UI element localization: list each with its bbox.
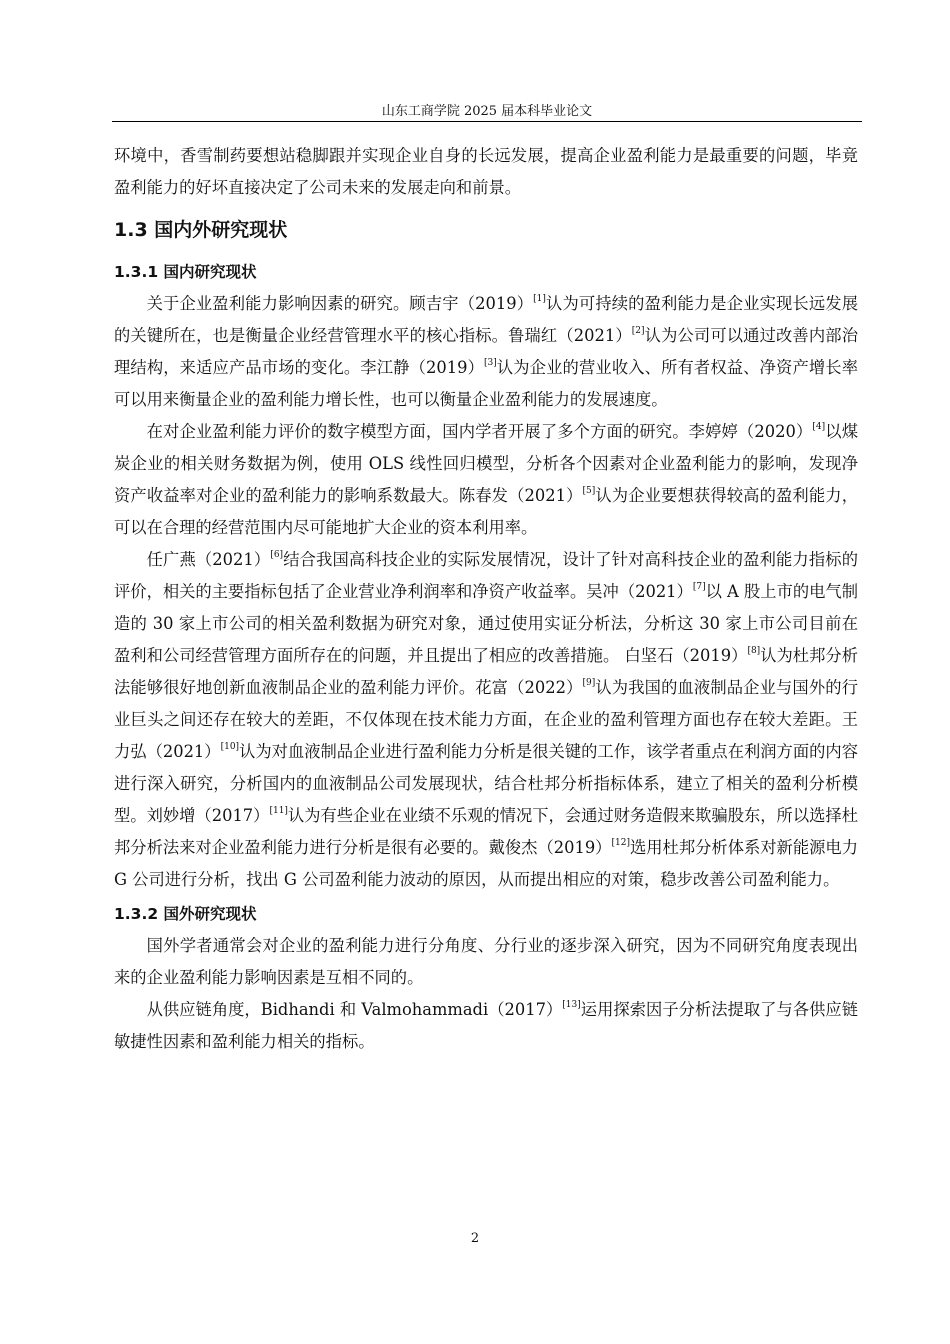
header-rule (112, 121, 862, 122)
text-run: 国外学者通常会对企业的盈利能力进行分角度、分行业的逐步深入研究，因为不同研究角度表现出来的企业盈利能力影响因素是互相不同的。 (114, 936, 858, 987)
citation-ref: [13] (562, 1000, 581, 1010)
citation-ref: [6] (270, 550, 284, 560)
citation-ref: [2] (631, 326, 645, 336)
citation-ref: [3] (483, 358, 497, 368)
text-run: 认为企业的营业收入、所有者权益、净资产增长率可以用来衡量企业的盈利能力增长性，也可以衡量企业盈利能力的发展速度。 (114, 358, 858, 409)
text-run: 从供应链角度，Bidhandi 和 Valmohammadi（2017） (146, 1000, 563, 1019)
citation-ref: [12] (611, 838, 630, 848)
text-run: 认为公司可以通过改善内部治理结构，来适应产品市场的变化。李江静（2019） (114, 326, 858, 377)
subsection-heading-1-3-2: 1.3.2 国外研究现状 (114, 905, 257, 923)
citation-ref: [9] (582, 678, 596, 688)
citation-ref: [1] (533, 294, 546, 304)
text-run: 认为我国的血液制品企业与国外的行业巨头之间还存在较大的差距，不仅体现在技术能力方面，在企业的盈利管理方面也存在较大差距。王力弘（2021） (114, 678, 858, 761)
text-run: 认为有些企业在业绩不乐观的情况下，会通过财务造假来欺骗股东，所以选择杜邦分析法来对企业盈利能力进行分析是很有必要的。戴俊杰（2019） (114, 806, 858, 857)
section-heading-1-3: 1.3 国内外研究现状 (114, 219, 288, 241)
page-body (114, 140, 858, 1058)
subsection-heading-1-3-1: 1.3.1 国内研究现状 (114, 263, 257, 281)
text-run: 认为对血液制品企业进行盈利能力分析是很关键的工作，该学者重点在利润方面的内容进行深入研究，分析国内的血液制品公司发展现状，结合杜邦分析指标体系，建立了相关的盈利分析模型。刘妙增（2017） (114, 742, 858, 825)
citation-ref: [8] (747, 646, 761, 656)
text-run: 以 A 股上市的电气制造的 30 家上市公司的相关盈利数据为研究对象，通过使用实证分析法，分析这 30 家上市公司目前在盈利和公司经营管理方面所存在的问题，并且提出了相应的改善措施。 白坚石（2019） (114, 582, 858, 665)
text-run: 认为企业要想获得较高的盈利能力，可以在合理的经营范围内尽可能地扩大企业的资本利用率。 (114, 486, 858, 537)
page-number: 2 (470, 1231, 480, 1246)
citation-ref: [4] (812, 422, 826, 432)
running-header: 山东工商学院 2025 届本科毕业论文 (381, 104, 593, 119)
paragraph-continued: 环境中，香雪制药要想站稳脚跟并实现企业自身的长远发展，提高企业盈利能力是最重要的问题，毕竟盈利能力的好坏直接决定了公司未来的发展走向和前景。 (114, 146, 858, 197)
citation-ref: [7] (692, 582, 706, 592)
text-run: 认为杜邦分析法能够很好地创新血液制品企业的盈利能力评价。花富（2022） (114, 646, 858, 697)
text-run: 结合我国高科技企业的实际发展情况，设计了针对高科技企业的盈利能力指标的评价，相关的主要指标包括了企业营业净利润率和净资产收益率。吴冲（2021） (114, 550, 858, 601)
paragraph-foreign-2 (114, 994, 858, 1058)
paragraph-domestic-3 (114, 544, 858, 896)
text-run: 在对企业盈利能力评价的数字模型方面，国内学者开展了多个方面的研究。李婷婷（2020） (146, 422, 813, 441)
text-run: 任广燕（2021） (146, 550, 271, 569)
text-run: 认为可持续的盈利能力是企业实现长远发展的关键所在，也是衡量企业经营管理水平的核心指标。鲁瑞红（2021） (114, 294, 858, 345)
citation-ref: [11] (269, 806, 288, 816)
paragraph-domestic-1 (114, 288, 858, 416)
text-run: 以煤炭企业的相关财务数据为例，使用 OLS 线性回归模型，分析各个因素对企业盈利能力的影响，发现净资产收益率对企业的盈利能力的影响系数最大。陈春发（2021） (114, 422, 858, 505)
text-run: 运用探索因子分析法提取了与各供应链敏捷性因素和盈利能力相关的指标。 (114, 1000, 858, 1051)
text-run: 选用杜邦分析体系对新能源电力 G 公司进行分析，找出 G 公司盈利能力波动的原因，从而提出相应的对策，稳步改善公司盈利能力。 (114, 838, 858, 889)
paragraph-foreign-1 (114, 930, 858, 994)
citation-ref: [5] (582, 486, 596, 496)
text-run: 关于企业盈利能力影响因素的研究。顾吉宇（2019） (146, 294, 534, 313)
paragraph-domestic-2 (114, 416, 858, 544)
citation-ref: [10] (220, 742, 240, 752)
